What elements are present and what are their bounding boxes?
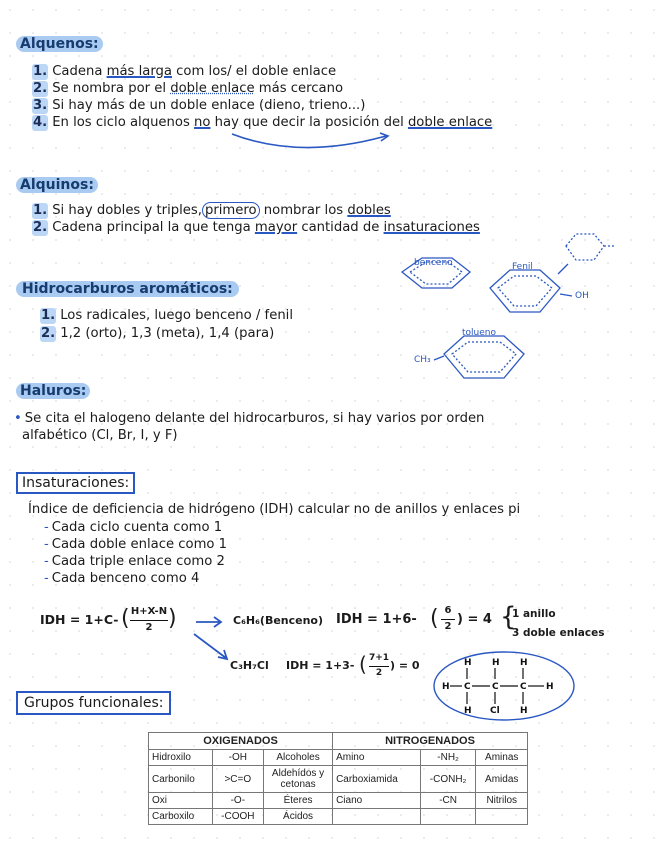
table-row	[149, 809, 528, 825]
svg-text:H: H	[520, 706, 528, 716]
aromaticos-item-2	[40, 326, 274, 342]
svg-text:H: H	[464, 658, 472, 668]
section-aromaticos	[16, 278, 239, 297]
ex1-result: ) = 4	[457, 612, 492, 627]
bullet-icon: -	[44, 571, 49, 586]
ex2-numerator: 7+1	[368, 653, 390, 663]
bullet-icon: -	[44, 554, 49, 569]
item-number: 1.	[33, 203, 48, 218]
ex2-result: ) = 0	[390, 659, 420, 672]
table-cell: >C=O	[212, 766, 263, 793]
table-cell: Amidas	[476, 766, 528, 793]
table-cell: Carboxiamida	[333, 766, 421, 793]
fraction-bar	[130, 620, 168, 621]
alquenos-item-1	[32, 64, 336, 80]
underlined-text: no	[194, 115, 211, 130]
table-header-row	[149, 733, 528, 750]
heading-alquenos: Alquenos:	[16, 36, 103, 52]
underlined-text: doble enlace	[407, 115, 493, 130]
heading-alquinos: Alquinos:	[16, 177, 98, 193]
idh-bullet-2	[44, 537, 227, 553]
svg-text:C: C	[520, 682, 527, 692]
bullet-icon: -	[44, 537, 49, 552]
aromaticos-item-1	[40, 308, 293, 324]
fraction-bar	[441, 619, 455, 620]
table-cell	[420, 809, 476, 825]
table-cell: -O-	[212, 793, 263, 809]
item-text: En los ciclo alquenos	[52, 115, 195, 130]
svg-text:C: C	[492, 682, 499, 692]
item-text: Si hay dobles y triples,	[52, 203, 202, 218]
svg-text:C: C	[464, 682, 471, 692]
ex1-compound: C₆H₆(Benceno)	[233, 614, 324, 627]
item-text: hay que decir la posición del	[210, 115, 408, 130]
svg-text:H: H	[442, 682, 450, 692]
item-text: Se cita el halogeno delante del hidrocarburos, si hay varios por orden	[24, 411, 485, 426]
idh-formula-lhs: IDH = 1+C-	[40, 612, 119, 627]
table-row	[149, 793, 528, 809]
table-cell: Oxi	[149, 793, 213, 809]
heading-haluros: Haluros:	[16, 383, 90, 399]
svg-text:Cl: Cl	[490, 706, 500, 716]
label-tolueno: tolueno	[462, 328, 496, 338]
label-fenil: Fenil	[512, 262, 533, 272]
item-text: Cada ciclo cuenta como 1	[51, 520, 223, 535]
item-number: 1.	[41, 308, 56, 323]
item-text: Cada triple enlace como 2	[51, 554, 225, 569]
section-alquinos	[16, 174, 98, 193]
ex1-calc: IDH = 1+6-	[336, 612, 417, 627]
table-cell	[476, 809, 528, 825]
haluros-line-2: alfabético (Cl, Br, I, y F)	[22, 428, 178, 443]
heading-insaturaciones: Insaturaciones:	[16, 472, 135, 494]
ex1-numerator: 6	[444, 605, 452, 616]
idh-formula-numerator: H+X-N	[130, 606, 168, 617]
section-insaturaciones	[16, 472, 135, 491]
paren-left: (	[430, 606, 439, 631]
item-number: 1.	[33, 64, 48, 79]
ex2-compound: C₃H₇Cl	[230, 659, 269, 672]
header-nitrogenados: NITROGENADOS	[333, 733, 528, 750]
label-oh: OH	[575, 291, 589, 301]
heading-aromaticos: Hidrocarburos aromáticos:	[16, 281, 239, 297]
paren-left: (	[121, 606, 130, 631]
table-cell: -NH₂	[420, 750, 476, 766]
ex1-denominator: 2	[444, 621, 452, 632]
table-cell: Carbonilo	[149, 766, 213, 793]
idh-intro: Índice de deficiencia de hidrógeno (IDH) calcular no de anillos y enlaces pi	[28, 502, 521, 517]
table-cell: Hidroxilo	[149, 750, 213, 766]
haluros-line-1	[14, 411, 484, 427]
alquenos-item-2	[32, 81, 343, 97]
arrow-annotation	[220, 128, 400, 158]
propyl-chloride-structure-sketch	[430, 648, 580, 722]
idh-bullet-1	[44, 520, 222, 536]
idh-bullet-3	[44, 554, 225, 570]
label-benceno: benceno	[414, 258, 453, 268]
table-cell: -COOH	[212, 809, 263, 825]
bullet-icon: -	[44, 520, 49, 535]
table-cell: Ácidos	[264, 809, 333, 825]
underlined-text: dobles	[347, 203, 391, 218]
table-cell: Amino	[333, 750, 421, 766]
ex2-denominator: 2	[375, 668, 383, 678]
table-cell: Ciano	[333, 793, 421, 809]
paren-left: (	[359, 652, 367, 676]
idh-formula-denominator: 2	[145, 622, 153, 633]
functional-groups-table	[148, 732, 528, 825]
underlined-text: más larga	[106, 64, 172, 79]
underlined-text: insaturaciones	[383, 220, 480, 235]
aromatic-rings-sketch	[390, 226, 656, 392]
table-cell	[333, 809, 421, 825]
table-cell: Aldehídos y cetonas	[264, 766, 333, 793]
table-cell: -CN	[420, 793, 476, 809]
heading-grupos: Grupos funcionales:	[16, 691, 171, 715]
circled-text: primero	[202, 202, 260, 219]
table-cell: Éteres	[264, 793, 333, 809]
item-number: 4.	[33, 115, 48, 130]
item-text: Cada benceno como 4	[51, 571, 200, 586]
bullet-icon: •	[14, 411, 22, 426]
idh-bullet-4	[44, 571, 199, 587]
item-number: 3.	[33, 98, 48, 113]
table-row	[149, 750, 528, 766]
underlined-text: doble enlace	[170, 81, 255, 96]
ex1-note-2: 3 doble enlaces	[512, 627, 605, 639]
fraction-bar	[369, 666, 389, 667]
alquenos-item-3	[32, 98, 365, 114]
table-row	[149, 766, 528, 793]
item-text: Se nombra por el	[52, 81, 171, 96]
item-text: Cadena	[52, 64, 107, 79]
item-text: Cadena principal la que tenga	[52, 220, 255, 235]
item-number: 2.	[33, 220, 48, 235]
underlined-text: mayor	[254, 220, 298, 235]
item-text: Cada doble enlace como 1	[51, 537, 228, 552]
ex1-note-1: 1 anillo	[512, 608, 556, 620]
item-text: Si hay más de un doble enlace (dieno, trieno...)	[52, 98, 366, 113]
item-text: nombrar los	[259, 203, 348, 218]
item-text: cantidad de	[297, 220, 384, 235]
table-cell: Nitrilos	[476, 793, 528, 809]
brace: {	[500, 602, 517, 632]
item-text: 1,2 (orto), 1,3 (meta), 1,4 (para)	[60, 326, 275, 341]
svg-text:H: H	[492, 658, 500, 668]
svg-text:H: H	[520, 658, 528, 668]
item-text: com los/ el doble enlace	[171, 64, 337, 79]
table-cell: Aminas	[476, 750, 528, 766]
table-cell: Carboxilo	[149, 809, 213, 825]
label-ch3: CH₃	[414, 355, 431, 365]
item-text: Los radicales, luego benceno / fenil	[60, 308, 294, 323]
table-cell: Alcoholes	[264, 750, 333, 766]
alquinos-item-1	[32, 203, 391, 219]
item-number: 2.	[33, 81, 48, 96]
section-alquenos	[16, 33, 103, 52]
paren-right: )	[168, 606, 177, 631]
section-grupos	[16, 692, 171, 711]
item-number: 2.	[41, 326, 56, 341]
ex2-calc: IDH = 1+3-	[286, 659, 355, 672]
svg-text:H: H	[546, 682, 554, 692]
section-haluros	[16, 380, 90, 399]
header-oxigenados: OXIGENADOS	[149, 733, 333, 750]
table-cell: -OH	[212, 750, 263, 766]
table-cell: -CONH₂	[420, 766, 476, 793]
svg-text:H: H	[464, 706, 472, 716]
item-text: más cercano	[254, 81, 344, 96]
side-ring-icon	[566, 234, 604, 260]
